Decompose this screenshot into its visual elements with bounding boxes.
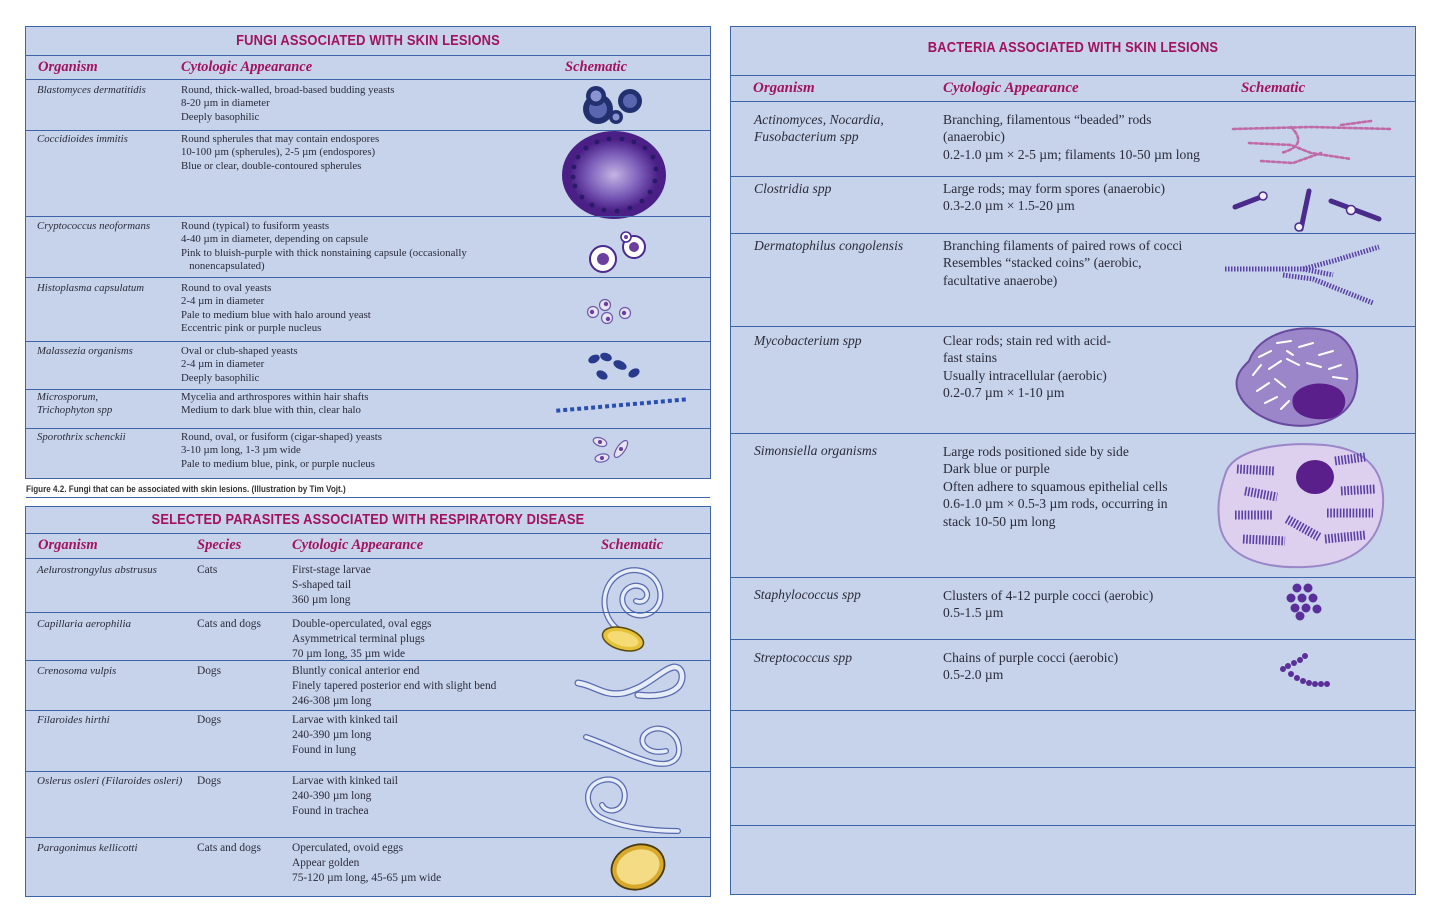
bacteria-header-schematic: Schematic (1241, 80, 1306, 96)
arthrospore-chain-icon (554, 391, 690, 419)
parasites-organism-0: Aelurostrongylus abstrusus (37, 564, 157, 576)
fungi-appearance-5: Mycelia and arthrospores within hair shafts Medium to dark blue with thin, clear halo (181, 391, 369, 417)
budding-yeast-icon (574, 83, 650, 129)
fungi-organism-3: Histoplasma capsulatum (37, 282, 145, 294)
parasites-header-organism: Organism (38, 537, 98, 553)
bacteria-organism-2: Dermatophilus congolensis (754, 238, 904, 253)
parasites-header-species: Species (197, 537, 242, 553)
bacteria-organism-3: Mycobacterium spp (754, 333, 862, 348)
kinked-larva-icon (580, 715, 686, 771)
fungi-appearance-0: Round, thick-walled, broad-based budding yeasts 8-20 µm in diameter Deeply basophilic (181, 84, 395, 123)
capsule-yeast-icon (586, 227, 652, 273)
spore-rods-icon (1229, 183, 1389, 233)
parasites-appearance-4: Larvae with kinked tail 240-390 µm long Found in trachea (292, 775, 398, 817)
bacteria-header-organism: Organism (753, 80, 815, 96)
fungi-organism-6: Sporothrix schenckii (37, 431, 126, 443)
cocci-chain-icon (1277, 651, 1337, 691)
fungi-organism-0: Blastomyces dermatitidis (37, 84, 146, 96)
fungi-appearance-1: Round spherules that may contain endospores 10-100 µm (spherules), 2-5 µm (endospores) Blue or clear, double-contoured spherules (181, 133, 380, 172)
fungi-appearance-4: Oval or club-shaped yeasts 2-4 µm in diameter Deeply basophilic (181, 345, 298, 384)
parasites-appearance-3: Larvae with kinked tail 240-390 µm long Found in lung (292, 714, 398, 756)
parasites-species-1: Cats and dogs (197, 618, 261, 630)
fungi-appearance-6: Round, oval, or fusiform (cigar-shaped) yeasts 3-10 µm long, 1-3 µm wide Pale to medium blue, pink, or purple nucleus (181, 431, 382, 470)
golden-egg-icon (608, 841, 668, 893)
bacteria-organism-5: Staphylococcus spp (754, 587, 861, 602)
macrophage-rods-icon (1229, 321, 1365, 431)
bacteria-appearance-0: Branching, filamentous “beaded” rods (anaerobic) 0.2-1.0 µm × 2-5 µm; filaments 10-50 µm long (943, 112, 1200, 162)
parasites-appearance-0: First-stage larvae S-shaped tail 360 µm long (292, 564, 371, 606)
fungi-panel (25, 26, 711, 479)
fungi-appearance-3: Round to oval yeasts 2-4 µm in diameter Pale to medium blue with halo around yeast Eccentric pink or purple nucleus (181, 282, 371, 334)
parasites-organism-3: Filaroides hirthi (37, 714, 110, 726)
bacteria-appearance-4: Large rods positioned side by side Dark blue or purple Often adhere to squamous epithelial cells 0.6-1.0 µm × 0.5-3 µm rods, occurring in stack 10-50 µm long (943, 444, 1168, 529)
bacteria-header-appearance: Cytologic Appearance (943, 80, 1079, 96)
parasites-title: SELECTED PARASITES ASSOCIATED WITH RESPIRATORY DISEASE (151, 511, 585, 528)
fungi-organism-1: Coccidioides immitis (37, 133, 128, 145)
cigar-yeast-icon (588, 433, 638, 469)
parasites-appearance-1: Double-operculated, oval eggs Asymmetrical terminal plugs 70 µm long, 35 µm wide (292, 618, 432, 660)
kinked-larva-icon (580, 771, 684, 837)
cocci-cluster-icon (1283, 581, 1327, 621)
bacteria-appearance-3: Clear rods; stain red with acid- fast stains Usually intracellular (aerobic) 0.2-0.7 µm × 1-10 µm (943, 333, 1111, 401)
parasites-organism-1: Capillaria aerophilia (37, 618, 132, 630)
parasites-species-0: Cats (197, 564, 218, 576)
bacteria-organism-6: Streptococcus spp (754, 650, 853, 665)
parasites-species-5: Cats and dogs (197, 842, 261, 854)
oval-egg-icon (598, 623, 648, 655)
parasites-appearance-2: Bluntly conical anterior end Finely tapered posterior end with slight bend 246-308 µm long (292, 665, 497, 707)
fungi-title: FUNGI ASSOCIATED WITH SKIN LESIONS (236, 32, 500, 49)
spherule-icon (559, 129, 669, 221)
bacteria-organism-0: Actinomyces, Nocardia, Fusobacterium spp (754, 112, 884, 145)
parasites-organism-2: Crenosoma vulpis (37, 665, 117, 677)
fungi-header-appearance: Cytologic Appearance (181, 59, 313, 75)
fungi-caption: Figure 4.2. Fungi that can be associated with skin lesions. (Illustration by Tim Vojt.) (26, 484, 346, 494)
bacteria-appearance-1: Large rods; may form spores (anaerobic) 0.3-2.0 µm × 1.5-20 µm (943, 181, 1166, 214)
fungi-header-organism: Organism (38, 59, 98, 75)
parasites-panel (25, 506, 711, 897)
bacteria-title: BACTERIA ASSOCIATED WITH SKIN LESIONS (927, 39, 1219, 56)
stacked-coins-icon (1223, 239, 1383, 309)
epithelial-cell-icon (1215, 435, 1389, 571)
parasites-organism-4: Oslerus osleri (Filaroides osleri) (37, 775, 183, 787)
fungi-appearance-2: Round (typical) to fusiform yeasts 4-40 µm in diameter, depending on capsule Pink to bluish-purple with thick nonstaining capsule (occasionally nonencapsulated) (181, 220, 467, 272)
fungi-organism-5: Microsporum, Trichophyton spp (37, 391, 113, 417)
larva-icon (574, 657, 686, 707)
bacteria-appearance-5: Clusters of 4-12 purple cocci (aerobic) 0.5-1.5 µm (943, 588, 1154, 621)
parasites-organism-5: Paragonimus kellicotti (37, 842, 138, 854)
bacteria-organism-4: Simonsiella organisms (754, 443, 877, 458)
parasites-species-2: Dogs (197, 665, 222, 677)
parasites-species-4: Dogs (197, 775, 222, 787)
bacteria-organism-1: Clostridia spp (754, 181, 832, 196)
small-yeast-icon (584, 297, 634, 327)
parasites-appearance-5: Operculated, ovoid eggs Appear golden 75-120 µm long, 45-65 µm wide (292, 842, 442, 884)
bacteria-appearance-6: Chains of purple cocci (aerobic) 0.5-2.0 µm (943, 650, 1119, 683)
club-yeast-icon (584, 349, 646, 385)
parasites-header-schematic: Schematic (601, 537, 664, 553)
fungi-header-schematic: Schematic (565, 59, 628, 75)
fungi-organism-2: Cryptococcus neoformans (37, 220, 151, 232)
caption-rule (26, 497, 710, 498)
fungi-organism-4: Malassezia organisms (37, 345, 133, 357)
beaded-rods-icon (1231, 117, 1401, 167)
parasites-header-appearance: Cytologic Appearance (292, 537, 424, 553)
parasites-species-3: Dogs (197, 714, 222, 726)
bacteria-panel (730, 26, 1416, 895)
bacteria-appearance-2: Branching filaments of paired rows of cocci Resembles “stacked coins” (aerobic, facultative anaerobe) (943, 238, 1183, 288)
